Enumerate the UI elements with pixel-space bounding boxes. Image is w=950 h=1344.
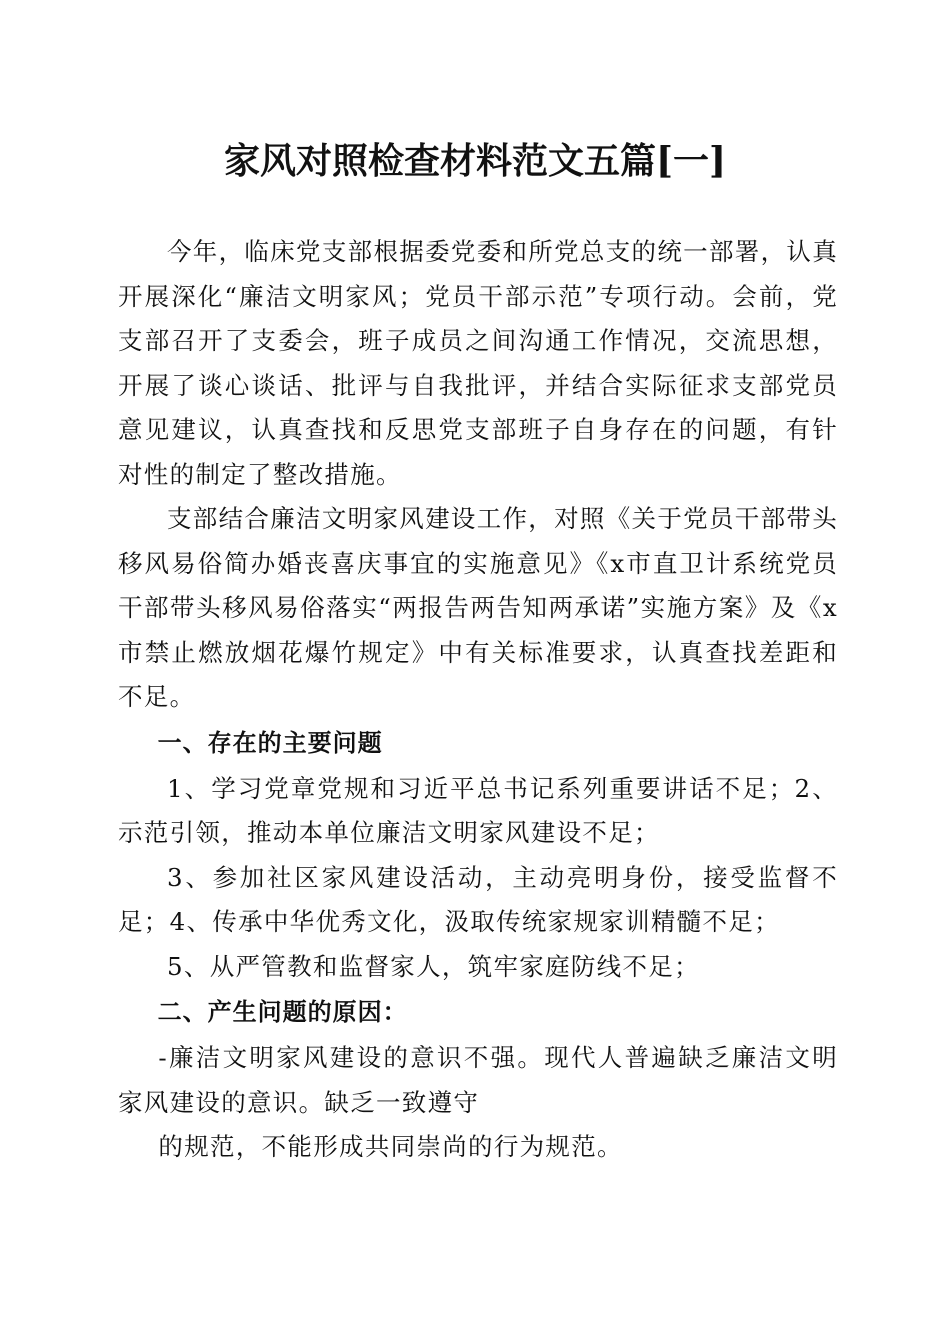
paragraph-standards: 支部结合廉洁文明家风建设工作，对照《关于党员干部带头移风易俗简办婚丧喜庆事宜的实施意见》《x市直卫计系统党员干部带头移风易俗落实“两报告两告知两承诺”实施方案》及《x市禁止燃放烟花爆竹规定》中有关标准要求，认真查找差距和不足。 xyxy=(118,504,838,711)
paragraph-cause-1-continued: 的规范，不能形成共同崇尚的行为规范。 xyxy=(158,1132,623,1161)
paragraph-problem-1-2: 1、学习党章党规和习近平总书记系列重要讲话不足；2、示范引领，推动本单位廉洁文明家风建设不足； xyxy=(118,773,838,847)
paragraph-problem-5: 5、从严管教和监督家人，筑牢家庭防线不足； xyxy=(167,951,700,981)
paragraph-cause-1: -廉洁文明家风建设的意识不强。现代人普遍缺乏廉洁文明家风建设的意识。缺乏一致遵守 xyxy=(118,1043,838,1117)
document-body xyxy=(118,230,838,1170)
paragraph-problem-3-4: 3、参加社区家风建设活动，主动亮明身份，接受监督不足；4、传承中华优秀文化，汲取传统家规家训精髓不足； xyxy=(118,862,838,936)
section-heading-problems: 一、存在的主要问题 xyxy=(157,728,383,757)
document-title: 家风对照检查材料范文五篇[一] xyxy=(223,140,727,182)
section-heading-causes: 二、产生问题的原因： xyxy=(157,998,408,1026)
paragraph-intro: 今年，临床党支部根据委党委和所党总支的统一部署，认真开展深化“廉洁文明家风；党员干部示范”专项行动。会前，党支部召开了支委会，班子成员之间沟通工作情况，交流思想，开展了谈心谈话、批评与自我批评，并结合实际征求支部党员意见建议，认真查找和反思党支部班子自身存在的问题，有针对性的制定了整改措施。 xyxy=(118,237,838,489)
